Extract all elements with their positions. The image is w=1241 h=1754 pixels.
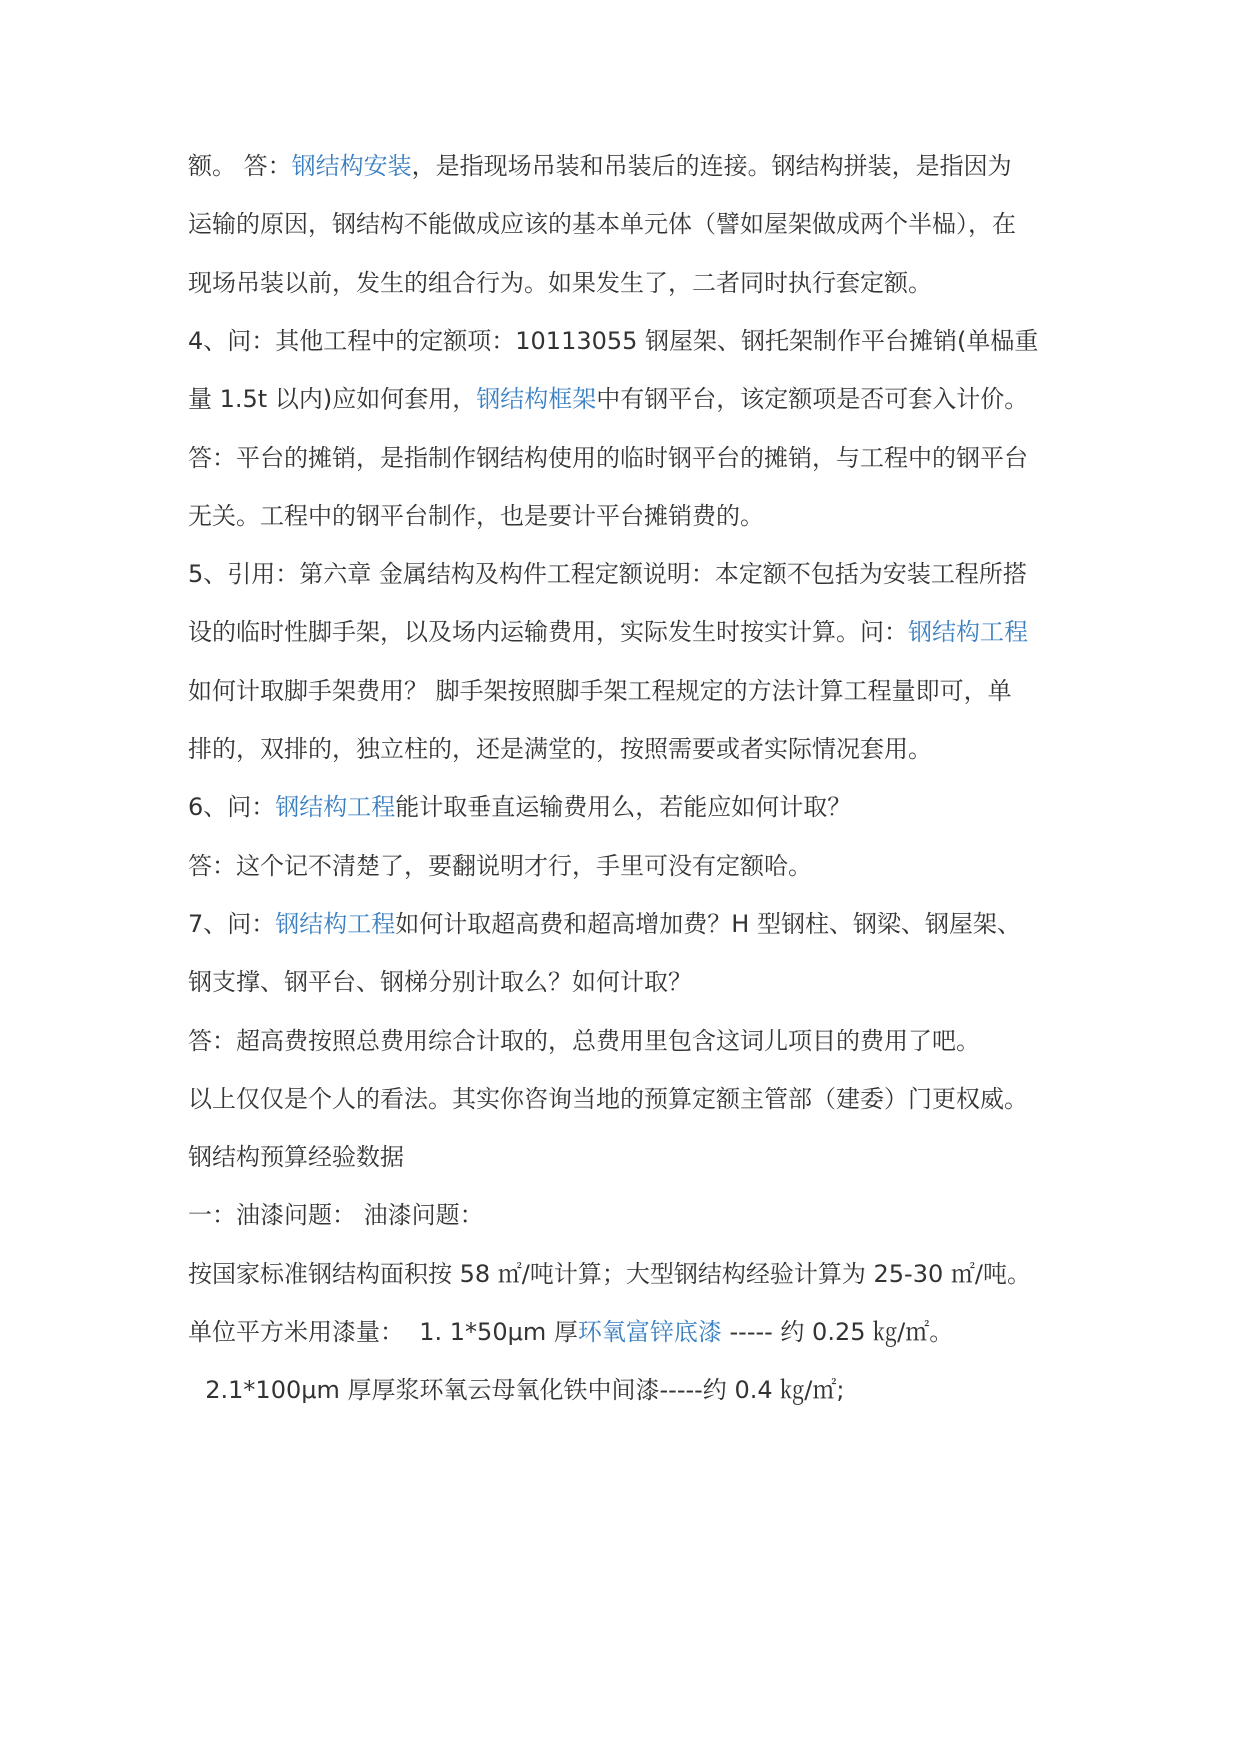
text-line — [188, 908, 1021, 940]
text-line — [188, 850, 812, 882]
text-segment: 一：油漆问题： 油漆问题： — [188, 1201, 484, 1230]
text-line — [188, 1141, 404, 1173]
text-line — [188, 442, 1028, 474]
text-segment: 钢结构预算经验数据 — [188, 1143, 404, 1172]
text-segment: 中有钢平台，该定额项是否可套入计价。 — [596, 385, 1029, 414]
text-segment: 按国家标准钢结构面积按 58 ㎡/吨计算；大型钢结构经验计算为 25-30 ㎡/吨。 — [188, 1259, 1031, 1288]
text-segment: 单位平方米用漆量： 1. 1*50μm 厚 — [188, 1318, 578, 1346]
text-segment: 答：平台的摊销，是指制作钢结构使用的临时钢平台的摊销，与工程中的钢平台 — [188, 443, 1028, 472]
text-segment: 如何计取脚手架费用？ 脚手架按照脚手架工程规定的方法计算工程量即可，单 — [188, 676, 1012, 705]
text-segment: 现场吊装以前，发生的组合行为。如果发生了，二者同时执行套定额。 — [188, 268, 932, 297]
keyword-link[interactable]: 钢结构安装 — [291, 152, 412, 180]
text-segment: 答：这个记不清楚了，要翻说明才行，手里可没有定额哈。 — [188, 851, 812, 880]
text-segment: 2.1*100μm 厚厚浆环氧云母氧化铁中间漆-----约 0.4 ㎏/㎡; — [190, 1376, 845, 1405]
text-segment: 无关。工程中的钢平台制作，也是要计平台摊销费的。 — [188, 501, 764, 530]
keyword-link[interactable]: 钢结构工程 — [908, 618, 1028, 647]
text-line — [188, 1258, 1031, 1290]
keyword-link[interactable]: 钢结构框架 — [476, 385, 597, 414]
text-line — [190, 1374, 844, 1406]
text-segment: 量 1.5t 以内)应如何套用， — [188, 385, 477, 414]
text-line — [188, 383, 1028, 415]
text-line — [188, 267, 932, 299]
text-line — [188, 1025, 980, 1057]
text-segment: 4、问：其他工程中的定额项：10113055 钢屋架、钢托架制作平台摊销(单榀重 — [188, 326, 1039, 355]
text-segment: 钢支撑、钢平台、钢梯分别计取么？如何计取？ — [188, 968, 692, 997]
text-line — [188, 150, 1012, 182]
text-segment: 7、问： — [188, 909, 276, 938]
text-line — [188, 675, 1012, 707]
text-line — [188, 966, 692, 998]
text-line — [188, 791, 851, 823]
text-segment: 设的临时性脚手架，以及场内运输费用，实际发生时按实计算。问： — [188, 618, 908, 647]
text-line — [188, 1316, 953, 1348]
text-segment: ----- 约 0.25 ㎏/㎡。 — [721, 1318, 954, 1346]
text-segment: 答：超高费按照总费用综合计取的，总费用里包含这词儿项目的费用了吧。 — [188, 1026, 980, 1055]
text-segment: 额。 答： — [188, 152, 292, 180]
text-segment: ，是指现场吊装和吊装后的连接。钢结构拼装，是指因为 — [411, 152, 1012, 180]
text-segment: 如何计取超高费和超高增加费？H 型钢柱、钢梁、钢屋架、 — [395, 909, 1021, 938]
text-line — [188, 733, 932, 765]
text-segment: 运输的原因，钢结构不能做成应该的基本单元体（譬如屋架做成两个半榀），在 — [188, 210, 1016, 239]
text-segment: 以上仅仅是个人的看法。其实你咨询当地的预算定额主管部（建委）门更权威。 — [188, 1084, 1028, 1113]
text-line — [188, 558, 1027, 590]
text-segment: 5、引用：第六章 金属结构及构件工程定额说明：本定额不包括为安装工程所搭 — [188, 560, 1027, 589]
text-line — [188, 208, 1016, 240]
text-line — [188, 500, 764, 532]
text-line — [188, 616, 1028, 648]
text-line — [188, 325, 1038, 357]
text-segment: 能计取垂直运输费用么，若能应如何计取？ — [395, 793, 852, 822]
text-line — [188, 1199, 484, 1231]
text-segment: 6、问： — [188, 793, 276, 822]
keyword-link[interactable]: 钢结构工程 — [275, 793, 396, 822]
text-segment: 排的，双排的，独立柱的，还是满堂的，按照需要或者实际情况套用。 — [188, 735, 932, 763]
keyword-link[interactable]: 钢结构工程 — [275, 909, 396, 938]
keyword-link[interactable]: 环氧富锌底漆 — [577, 1318, 722, 1346]
text-line — [188, 1083, 1028, 1115]
